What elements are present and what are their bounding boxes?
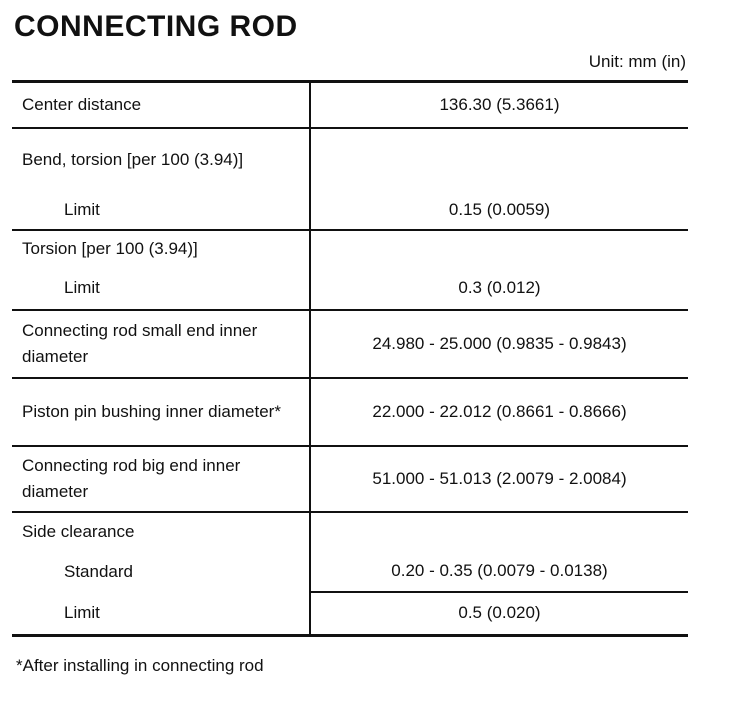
- footnote: *After installing in connecting rod: [16, 656, 264, 675]
- row-label: Center distance: [12, 82, 310, 128]
- row-label: Side clearance: [12, 512, 310, 552]
- table-row: [12, 192, 688, 230]
- row-label: Connecting rod big end inner diameter: [12, 446, 310, 512]
- row-value: 0.15 (0.0059): [448, 200, 551, 219]
- table-row: [12, 310, 688, 378]
- row-label: Standard: [12, 552, 310, 592]
- connecting-rod-spec-table: [12, 80, 688, 637]
- row-value: 0.3 (0.012): [458, 278, 541, 297]
- table-row: [12, 82, 688, 128]
- table-row: [12, 128, 688, 192]
- row-label: Torsion [per 100 (3.94)]: [12, 230, 310, 268]
- row-value: 136.30 (5.3661): [310, 82, 688, 128]
- table-row: [12, 592, 688, 636]
- row-value: 51.000 - 51.013 (2.0079 - 2.0084): [310, 446, 688, 512]
- unit-label: Unit: mm (in): [588, 52, 686, 71]
- row-value: [310, 230, 688, 268]
- row-label: Piston pin bushing inner diameter*: [12, 378, 310, 446]
- row-label: Limit: [12, 592, 310, 636]
- table-row: [12, 268, 688, 310]
- row-value: [310, 128, 688, 192]
- row-value: 0.5 (0.020): [310, 592, 688, 636]
- row-value: [310, 512, 688, 552]
- row-label: Connecting rod small end inner diameter: [12, 310, 310, 378]
- row-value: 22.000 - 22.012 (0.8661 - 0.8666): [310, 378, 688, 446]
- row-value: 0.20 - 0.35 (0.0079 - 0.0138): [391, 561, 608, 580]
- table-row: [12, 512, 688, 552]
- row-value: 24.980 - 25.000 (0.9835 - 0.9843): [310, 310, 688, 378]
- table-row: [12, 446, 688, 512]
- row-label: Bend, torsion [per 100 (3.94)]: [12, 128, 310, 192]
- row-label: Limit: [12, 192, 310, 230]
- row-label: Limit: [12, 268, 310, 310]
- table-row: [12, 552, 688, 592]
- table-row: [12, 378, 688, 446]
- page-title: CONNECTING ROD: [14, 10, 298, 43]
- table-row: [12, 230, 688, 268]
